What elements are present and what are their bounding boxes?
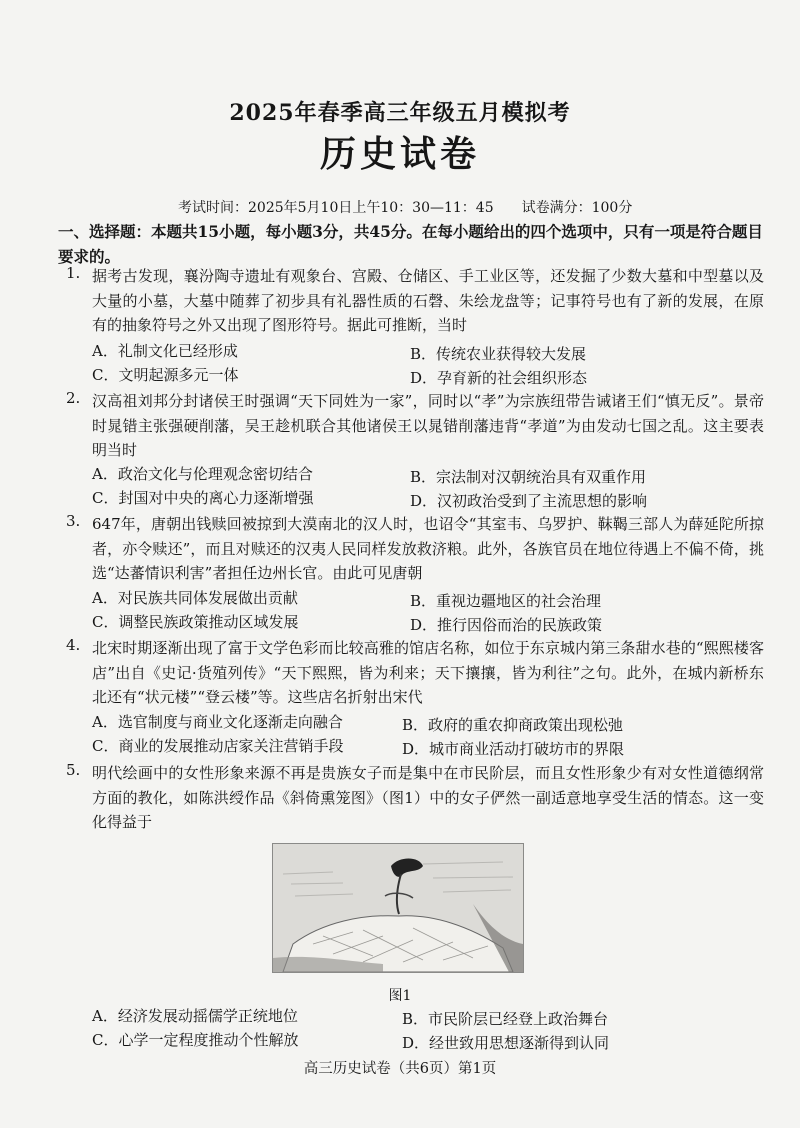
- question-number: 3.: [66, 512, 81, 530]
- option-d: D．推行因俗而治的民族政策: [410, 616, 603, 634]
- question-number: 4.: [66, 636, 81, 654]
- full-score: 试卷满分：100分: [521, 200, 633, 216]
- option-d: D．孕育新的社会组织形态: [410, 369, 588, 387]
- question-stem: 647年，唐朝出钱赎回被掠到大漠南北的汉人时，也诏令“其室韦、乌罗护、靺鞨三部人为薛延陀所掠者，亦令赎还”，而且对赎还的汉夷人民同样发放救济粮。此外，各族官员在地位待遇上不偏不倚，挑选“达蕃情识利害”者担任边州长官。由此可见唐朝: [92, 515, 764, 582]
- option-a: A．对民族共同体发展做出贡献: [92, 589, 298, 607]
- option-c: C．商业的发展推动店家关注营销手段: [92, 737, 344, 755]
- option-a: A．礼制文化已经形成: [92, 342, 238, 360]
- option-a: A．政治文化与伦理观念密切结合: [92, 465, 313, 483]
- painting-illustration-icon: [273, 844, 523, 972]
- option-b: B．传统农业获得较大发展: [410, 345, 587, 363]
- question-stem: 明代绘画中的女性形象来源不再是贵族女子而是集中在市民阶层，而且女性形象少有对女性道德纲常方面的教化，如陈洪绶作品《斜倚熏笼图》（图1）中的女子俨然一副适意地享受生活的情态。这一变化得益于: [92, 764, 764, 831]
- option-c: C．心学一定程度推动个性解放: [92, 1031, 299, 1049]
- figure-caption: 图1: [388, 988, 412, 1004]
- exam-meta: [178, 197, 738, 217]
- option-c: C．调整民族政策推动区域发展: [92, 613, 299, 631]
- option-c: C．文明起源多元一体: [92, 366, 239, 384]
- option-b: B．政府的重农抑商政策出现松弛: [402, 716, 624, 734]
- option-d: D．城市商业活动打破坊市的界限: [402, 740, 625, 758]
- question-stem: 据考古发现，襄汾陶寺遗址有观象台、宫殿、仓储区、手工业区等，还发掘了少数大墓和中型墓以及大量的小墓，大墓中随葬了初步具有礼器性质的石磬、朱绘龙盘等；记事符号也有了新的发展，在原有的抽象符号之外又出现了图形符号。据此可推断，当时: [92, 267, 764, 334]
- painting-figure-image: [272, 843, 524, 973]
- question-stem: 北宋时期逐渐出现了富于文学色彩而比较高雅的馆店名称，如位于东京城内第三条甜水巷的“熙熙楼客店”出自《史记·货殖列传》“天下熙熙，皆为利来；天下攘攘，皆为利往”之句。此外，在城内新桥东北还有“状元楼”“登云楼”等。这些店名折射出宋代: [92, 639, 764, 706]
- option-b: B．宗法制对汉朝统治具有双重作用: [410, 468, 647, 486]
- exam-time: 考试时间：2025年5月10日上午10：30—11：45: [178, 200, 494, 216]
- option-d: D．汉初政治受到了主流思想的影响: [410, 492, 648, 510]
- option-b: B．市民阶层已经登上政治舞台: [402, 1010, 609, 1028]
- option-c: C．封国对中央的离心力逐渐增强: [92, 489, 314, 507]
- subject-title: 历史试卷: [319, 133, 480, 175]
- section-heading: 一、选择题：本题共15小题，每小题3分，共45分。在每小题给出的四个选项中，只有一项是符合题目要求的。: [58, 222, 763, 266]
- page-footer: 高三历史试卷（共6页）第1页: [303, 1061, 497, 1077]
- option-b: B．重视边疆地区的社会治理: [410, 592, 602, 610]
- question-number: 1.: [66, 264, 81, 282]
- question-number: 5.: [66, 761, 81, 779]
- question-stem: 汉高祖刘邦分封诸侯王时强调“天下同姓为一家”，同时以“孝”为宗族纽带告诫诸王们“慎无反”。景帝时晁错主张强硬削藩，吴王趁机联合其他诸侯王以晁错削藩违背“孝道”为由发动七国之乱。这主要表明当时: [92, 392, 764, 459]
- option-d: D．经世致用思想逐渐得到认同: [402, 1034, 610, 1052]
- question-number: 2.: [66, 389, 81, 407]
- exam-title: 2025年春季高三年级五月模拟考: [229, 100, 571, 126]
- option-a: A．选官制度与商业文化逐渐走向融合: [92, 713, 343, 731]
- option-a: A．经济发展动摇儒学正统地位: [92, 1007, 298, 1025]
